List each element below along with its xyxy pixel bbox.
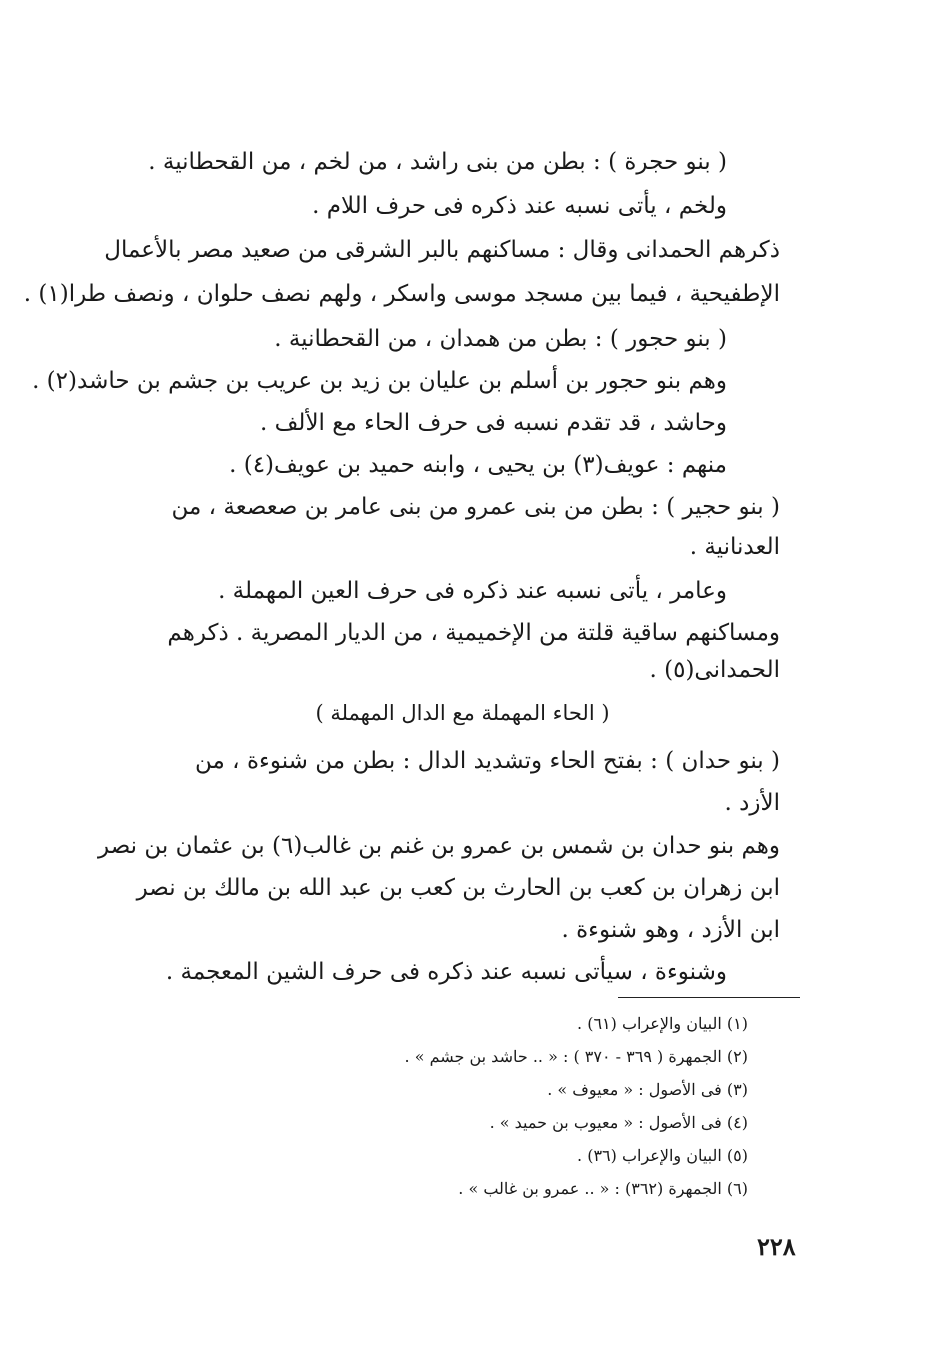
text-line: الأزد . xyxy=(724,790,780,816)
text-line: منهم : عويف(٣) بن يحيى ، وابنه حميد بن عويف(٤) . xyxy=(229,452,727,478)
text-line: ابن زهران بن كعب بن الحارث بن كعب بن عبد الله بن مالك بن نصر xyxy=(136,875,780,901)
text-line: الحمدانى(٥) . xyxy=(649,657,780,683)
text-line: ( بنو حجرة ) : بطن من بنى راشد ، من لخم ، من القحطانية . xyxy=(148,149,727,175)
text-line: ولخم ، يأتى نسبه عند ذكره فى حرف اللام . xyxy=(312,193,727,219)
text-line: وهم بنو حجور بن أسلم بن عليان بن زيد بن عريب بن جشم بن حاشد(٢) . xyxy=(32,368,727,394)
text-line: وعامر ، يأتى نسبه عند ذكره فى حرف العين المهملة . xyxy=(218,578,727,604)
text-line: ( بنو حجور ) : بطن من همدان ، من القحطانية . xyxy=(274,326,727,352)
text-line: وهم بنو حدان بن شمس بن عمرو بن غنم بن غالب(٦) بن عثمان بن نصر xyxy=(98,833,780,859)
text-line: ( بنو حجير ) : بطن من بنى عمرو من بنى عامر بن صعصعة ، من xyxy=(171,494,780,520)
text-line: العدنانية . xyxy=(689,534,780,560)
page-number: ٢٢٨ xyxy=(757,1232,796,1261)
footnote: (١) البيان والإعراب (٦١) . xyxy=(577,1014,748,1033)
section-heading: ( الحاء المهملة مع الدال المهملة ) xyxy=(315,701,610,725)
text-line: وحاشد ، قد تقدم نسبه فى حرف الحاء مع الألف . xyxy=(260,410,727,436)
footnote: (٥) البيان والإعراب (٣٦) . xyxy=(577,1146,748,1165)
text-line: ومساكنهم ساقية قلتة من الإخميمية ، من الديار المصرية . ذكرهم xyxy=(167,620,780,646)
text-line: الإطفيحية ، فيما بين مسجد موسى واسكر ، ولهم نصف حلوان ، ونصف طرا(١) . xyxy=(23,281,780,307)
footnote: (٤) فى الأصول : « معيوب بن حميد » . xyxy=(489,1113,748,1132)
text-line: ( بنو حدان ) : بفتح الحاء وتشديد الدال : بطن من شنوءة ، من xyxy=(195,748,780,774)
footnote: (٦) الجمهرة (٣٦٢) : « .. عمرو بن غالب » . xyxy=(458,1179,748,1198)
text-line: وشنوءة ، سيأتى نسبه عند ذكره فى حرف الشين المعجمة . xyxy=(165,959,727,985)
text-line: ذكرهم الحمدانى وقال : مساكنهم بالبر الشرقى من صعيد مصر بالأعمال xyxy=(104,237,780,263)
footnote: (٢) الجمهرة ( ٣٦٩ - ٣٧٠ ) : « .. حاشد بن جشم » . xyxy=(404,1047,748,1066)
footnote-separator xyxy=(618,997,800,998)
footnote: (٣) فى الأصول : « معيوف » . xyxy=(547,1080,748,1099)
text-line: ابن الأزد ، وهو شنوءة . xyxy=(561,917,780,943)
